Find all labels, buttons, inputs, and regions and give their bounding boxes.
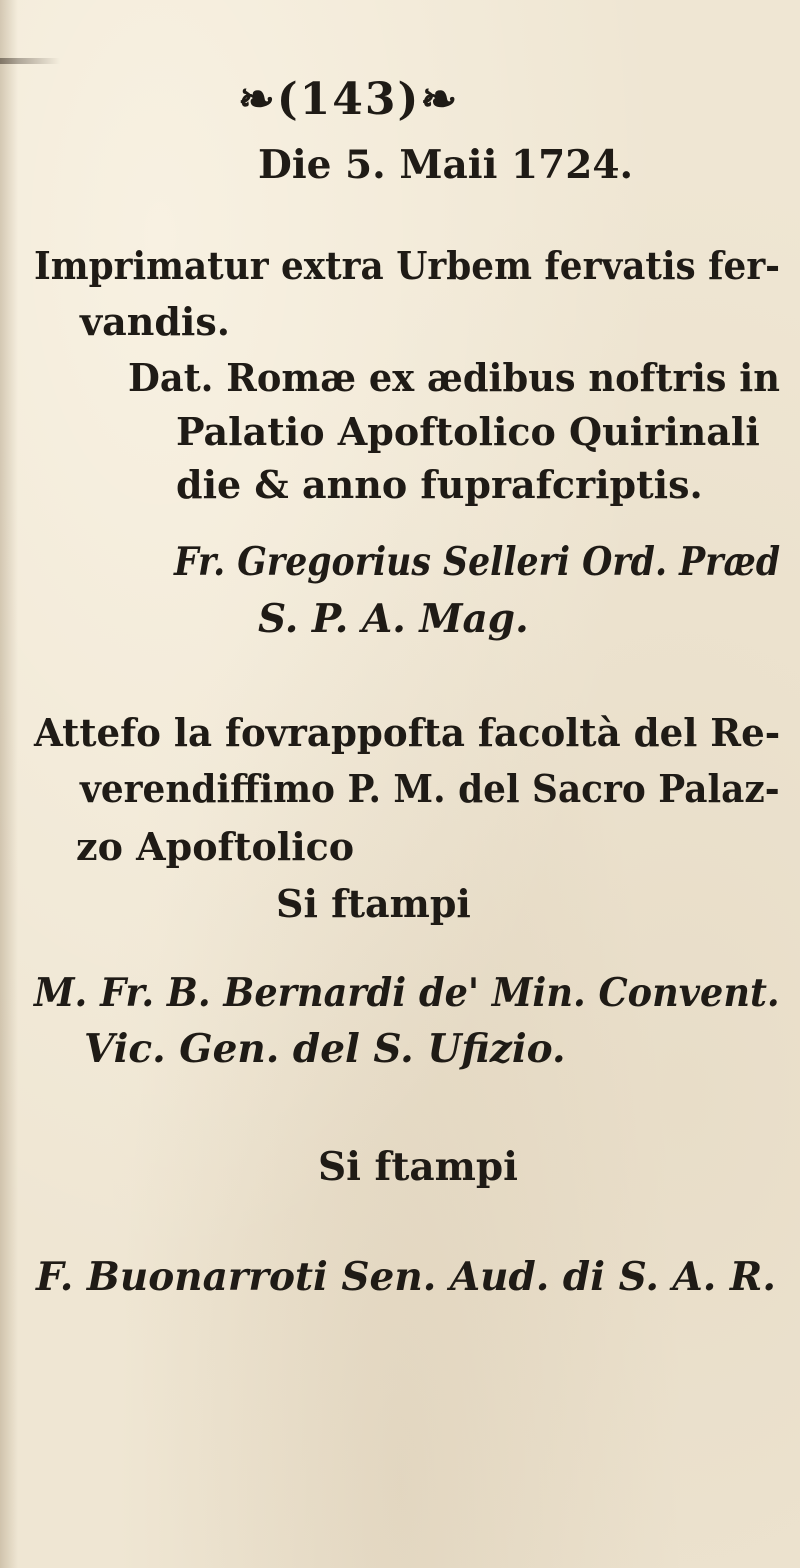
page-number: ❧(143)❧: [238, 74, 460, 125]
signature-buonarroti: F. Buonarroti Sen. Aud. di S. A. R.: [36, 1254, 776, 1300]
dat-text-line: Palatio Apoftolico Quirinali: [176, 409, 760, 454]
stampi-text: Si ftampi: [276, 881, 471, 926]
signature-gregorius-line: Fr. Gregorius Selleri Ord. Præd: [174, 539, 781, 585]
signature-gregorius-line: S. P. A. Mag.: [258, 596, 529, 642]
attefo-text-line: verendiffimo P. M. del Sacro Palaz-: [80, 766, 780, 811]
imprimatur-text-line: Imprimatur extra Urbem fervatis fer-: [34, 243, 781, 288]
date-heading: Die 5. Maii 1724.: [258, 142, 634, 188]
stampi-text: Si ftampi: [318, 1144, 518, 1190]
dat-text-line: Dat. Romæ ex ædibus noftris in: [128, 355, 780, 400]
page-edge-shadow: [0, 0, 18, 1568]
attefo-text-line: Attefo la fovrappofta facoltà del Re-: [34, 710, 781, 755]
ink-mark: [0, 58, 60, 64]
imprimatur-text-line: vandis.: [80, 299, 230, 344]
signature-bernardi-line: M. Fr. B. Bernardi de' Min. Convent.: [34, 970, 780, 1016]
dat-text-line: die & anno fuprafcriptis.: [176, 462, 703, 507]
signature-bernardi-line: Vic. Gen. del S. Ufizio.: [84, 1026, 566, 1072]
attefo-text-line: zo Apoftolico: [76, 824, 355, 869]
